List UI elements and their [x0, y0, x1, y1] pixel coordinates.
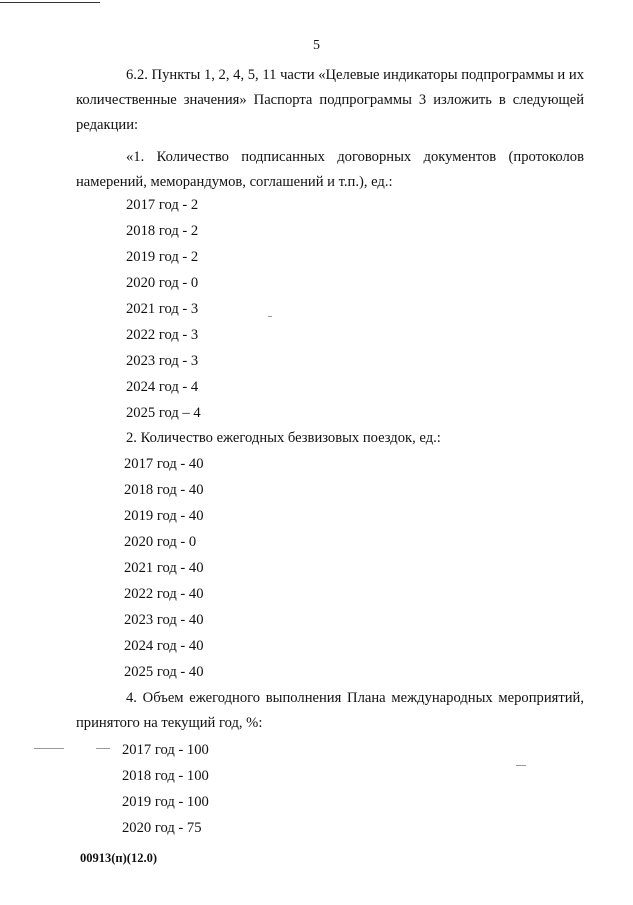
item-4-value-2019: 2019 год - 100	[122, 794, 209, 810]
document-code: 00913(п)(12.0)	[80, 851, 157, 865]
item-2-value-2020: 2020 год - 0	[124, 534, 197, 550]
scan-speck	[516, 765, 526, 766]
item-1-value-2022: 2022 год - 3	[126, 327, 199, 343]
item-1-value-2021: 2021 год - 3	[126, 301, 199, 317]
item-1-value-2018: 2018 год - 2	[126, 223, 199, 239]
item-1-value-2025: 2025 год – 4	[126, 405, 201, 421]
item-2-value-2021: 2021 год - 40	[124, 560, 204, 576]
item-1-heading: «1. Количество подписанных договорных документов (протоколов намерений, меморандумов, соглашений и т.п.), ед.:	[76, 149, 584, 190]
item-1-value-2020: 2020 год - 0	[126, 275, 199, 291]
scan-speck	[34, 748, 64, 749]
item-2-value-2023: 2023 год - 40	[124, 612, 204, 628]
intro-paragraph: 6.2. Пункты 1, 2, 4, 5, 11 части «Целевые индикаторы подпрограммы и их количественные значения» Паспорта подпрограммы 3 изложить в следующей редакции:	[76, 67, 584, 133]
item-4-heading: 4. Объем ежегодного выполнения Плана международных мероприятий, принятого на текущий год, %:	[76, 690, 584, 731]
item-1-value-2019: 2019 год - 2	[126, 249, 199, 265]
item-2-value-2024: 2024 год - 40	[124, 638, 204, 654]
item-2-heading: 2. Количество ежегодных безвизовых поездок, ед.:	[126, 430, 441, 446]
item-2-value-2017: 2017 год - 40	[124, 456, 204, 472]
scan-speck	[268, 316, 272, 317]
item-2-value-2018: 2018 год - 40	[124, 482, 204, 498]
item-2-value-2025: 2025 год - 40	[124, 664, 204, 680]
page-number: 5	[313, 38, 320, 53]
item-4-value-2018: 2018 год - 100	[122, 768, 209, 784]
item-4-value-2017: 2017 год - 100	[122, 742, 209, 758]
scan-speck	[96, 748, 110, 749]
item-1-value-2023: 2023 год - 3	[126, 353, 199, 369]
top-edge-rule	[0, 2, 100, 3]
item-4-value-2020: 2020 год - 75	[122, 820, 202, 836]
item-1-value-2024: 2024 год - 4	[126, 379, 199, 395]
item-2-value-2019: 2019 год - 40	[124, 508, 204, 524]
item-1-value-2017: 2017 год - 2	[126, 197, 199, 213]
item-2-value-2022: 2022 год - 40	[124, 586, 204, 602]
